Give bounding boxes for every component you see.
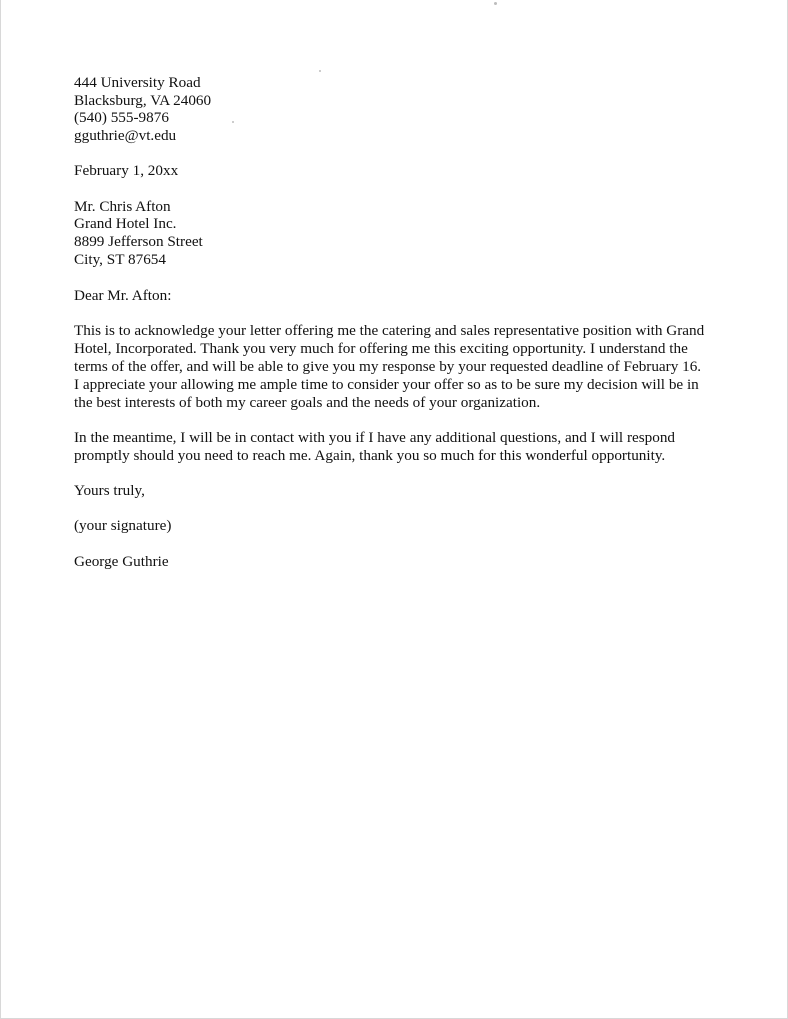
- paragraph-line: I appreciate your allowing me ample time to consider your offer so as to be sure my decision will be in: [74, 376, 699, 393]
- signer-name: George Guthrie: [74, 553, 169, 570]
- recipient-city-state-zip: City, ST 87654: [74, 251, 166, 268]
- closing: Yours truly,: [74, 482, 145, 499]
- paragraph-line: the best interests of both my career goals and the needs of your organization.: [74, 394, 541, 411]
- paragraph-line: In the meantime, I will be in contact with you if I have any additional questions, and I will respond: [74, 429, 676, 446]
- scan-speck: [319, 70, 321, 72]
- scan-speck: [232, 121, 234, 123]
- scan-speck: [494, 2, 497, 5]
- letter-date: February 1, 20xx: [74, 162, 179, 179]
- paragraph-line: Hotel, Incorporated. Thank you very much for offering me this exciting opportunity. I understand the: [74, 340, 688, 357]
- signature-placeholder: (your signature): [74, 517, 172, 534]
- sender-street: 444 University Road: [74, 74, 201, 91]
- sender-phone: (540) 555-9876: [74, 109, 169, 126]
- body-paragraph-2: [74, 429, 734, 465]
- paragraph-line: terms of the offer, and will be able to give you my response by your requested deadline of February 16.: [74, 358, 702, 375]
- recipient-name: Mr. Chris Afton: [74, 198, 171, 215]
- body-paragraph-1: [74, 322, 734, 412]
- sender-city-state-zip: Blacksburg, VA 24060: [74, 92, 212, 109]
- paragraph-line: This is to acknowledge your letter offering me the catering and sales representative position with Grand: [74, 322, 705, 339]
- sender-email: gguthrie@vt.edu: [74, 127, 177, 144]
- paragraph-line: promptly should you need to reach me. Again, thank you so much for this wonderful opportunity.: [74, 447, 666, 464]
- recipient-company: Grand Hotel Inc.: [74, 215, 177, 232]
- salutation: Dear Mr. Afton:: [74, 287, 172, 304]
- recipient-street: 8899 Jefferson Street: [74, 233, 203, 250]
